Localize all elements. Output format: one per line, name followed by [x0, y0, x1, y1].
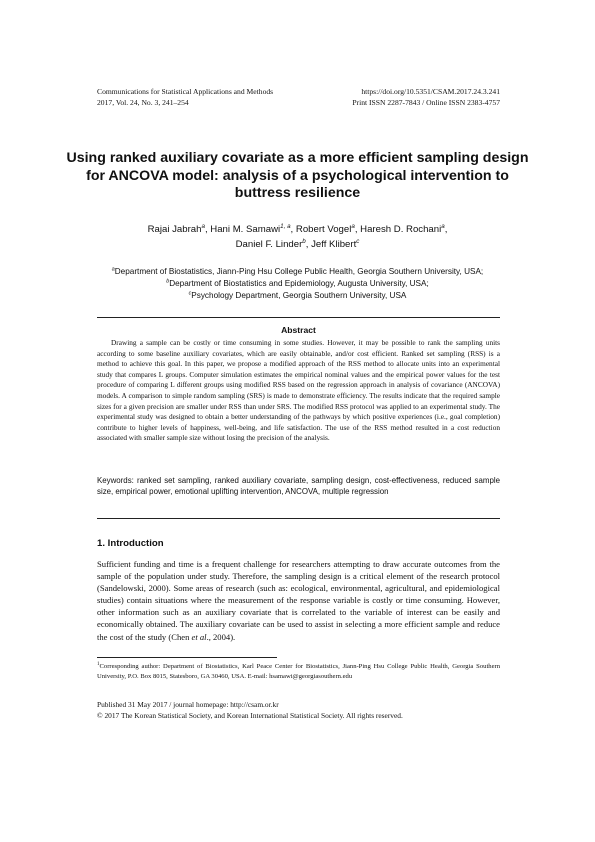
intro-text-part1: Sufficient funding and time is a frequent challenge for researchers attempting to draw accurate outcomes from the sample of the population under study. Therefore, the sampling design is a critical element of the research protocol (Sandelowski, 2000). Some areas of research (such as: ecological, environmental, agricultural, and epidemiological studies) contain situations where the measurement of the response variable is costly or time consuming. However, other information such as an auxiliary covariate that is correlated to the variable of interest can be easily and economically obtained. The auxiliary covariate can be used to assist in selecting a more efficient sample and reduce the cost of the study (Chen: [97, 559, 500, 642]
abstract-text: Drawing a sample can be costly or time consuming in some studies. However, it may be possible to rank the sampling units according to some baseline auxiliary covariates, which are easily obtainable, and/or cost efficient. Ranked set sampling (RSS) is a method to achieve this goal. In this paper, we propose a modified approach of the RSS method to allocate units into an experimental study that compares L groups. Computer simulation estimates the empirical nominal values and the empirical power values for the test procedure of comparing L different groups using modified RSS based on the regression approach in analysis of covariance (ANCOVA) models. A comparison to simple random sampling (SRS) is made to demonstrate efficiency. The results indicate that the required sample sizes for a given precision are smaller under RSS than under SRS. The modified RSS protocol was applied to an experimental study. The experimental study was designed to obtain a better understanding of the pathways by which positive experiences (i.e., goal completion) contribute to higher levels of happiness, well-being, and life satisfaction. The use of the RSS method resulted in a cost reduction associated with smaller sample size without losing the precision of the analysis.: [97, 338, 500, 443]
author-affil-mark: b: [302, 237, 306, 245]
copyright-line: © 2017 The Korean Statistical Society, and Korean International Statistical Society. All rights reserved.: [97, 710, 403, 720]
journal-volume: 2017, Vol. 24, No. 3, 241–254: [97, 98, 189, 107]
author-affil-mark: a: [201, 222, 205, 230]
journal-header-right: [352, 86, 500, 108]
intro-text-part2: ., 2004).: [206, 631, 236, 642]
abstract-bottom-rule: [97, 518, 500, 519]
author-affil-mark: 1, a: [280, 222, 291, 230]
abstract-top-rule: [97, 317, 500, 318]
footnote-mark: 1: [97, 662, 100, 667]
journal-name: Communications for Statistical Applications and Methods: [97, 87, 274, 96]
affiliation-a: Department of Biostatistics, Jiann-Ping Hsu College Public Health, Georgia Southern University, USA;: [114, 267, 484, 276]
affil-mark: c: [188, 290, 192, 297]
footnote: [97, 660, 500, 682]
affiliation-b: Department of Biostatistics and Epidemiology, Augusta University, USA;: [169, 279, 429, 288]
keywords: [97, 475, 500, 498]
affil-mark: a: [111, 266, 115, 273]
author-name: Rajai Jabrah: [147, 224, 202, 235]
affil-mark: b: [166, 278, 170, 285]
author-list: Rajai Jabrah$^a$, Hani M. Samawi$^{1, a}$, Robert Vogel$^a$, Haresh D. Rochani$^a$, Daniel F. Linder$^b$, Jeff Klibert$^c$: [147, 222, 448, 250]
abstract-heading: Abstract: [281, 325, 316, 335]
published-line: Published 31 May 2017 / journal homepage: http://csam.or.kr: [97, 700, 279, 709]
affiliations: [90, 266, 505, 302]
author-name: Hani M. Samawi: [210, 224, 281, 235]
affiliation-c: Psychology Department, Georgia Southern University, USA: [191, 291, 407, 300]
section-heading: 1. Introduction: [97, 538, 164, 549]
introduction-paragraph: [97, 558, 500, 643]
doi-link[interactable]: https://doi.org/10.5351/CSAM.2017.24.3.241: [361, 87, 500, 96]
footnote-rule: [97, 657, 277, 658]
author-name: Jeff Klibert: [311, 239, 357, 250]
author-affil-mark: a: [351, 222, 355, 230]
author-name: Robert Vogel: [295, 224, 352, 235]
keywords-text: ranked set sampling, ranked auxiliary covariate, sampling design, cost-effectiveness, reduced sample size, empirical power, emotional uplifting intervention, ANCOVA, multiple regression: [97, 476, 500, 497]
author-affil-mark: c: [356, 237, 360, 245]
footnote-text: Corresponding author: Department of Biostatistics, Karl Peace Center for Biostatistics, Jiann-Ping Hsu College Public Health, Georgia Southern University, P.O. Box 8015, Statesboro, GA 30460, USA. E-mail: hsamawi@georgiasouthern.edu: [97, 663, 500, 681]
author-name: Daniel F. Linder: [235, 239, 303, 250]
paper-title: Using ranked auxiliary covariate as a more efficient sampling design for ANCOVA model: analysis of a psychological intervention to buttress resilience: [66, 150, 529, 201]
author-affil-mark: a: [441, 222, 445, 230]
intro-etal: et al: [191, 631, 207, 642]
journal-header-left: [97, 86, 273, 108]
keywords-label: Keywords:: [97, 476, 134, 485]
issn: Print ISSN 2287-7843 / Online ISSN 2383-4757: [352, 98, 500, 107]
publication-info: [97, 700, 500, 722]
author-name: Haresh D. Rochani: [360, 224, 442, 235]
